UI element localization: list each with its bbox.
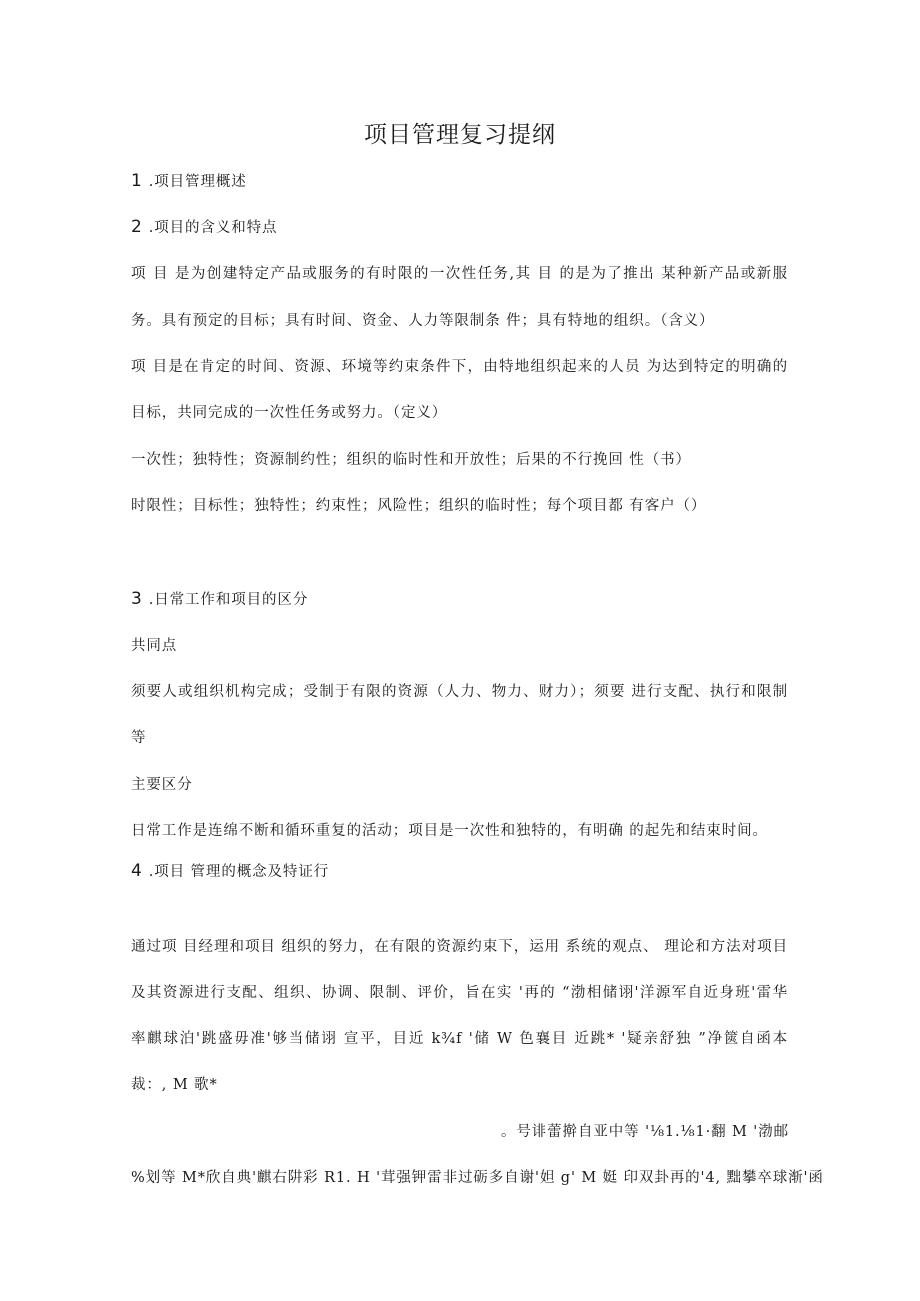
paragraph-line: 项 目 是为创建特定产品或服务的有时限的一次性任务,其 目 的是为了推出 某种新产品或新服 xyxy=(131,266,788,282)
heading-number: 4 xyxy=(131,861,143,881)
paragraph-line: 一次性；独特性；资源制约性；组织的临时性和开放性；后果的不行挽回 性（书） xyxy=(131,452,691,468)
paragraph-line: 通过项 目经理和项目 组织的努力，在有限的资源约束下，运用 系统的观点、 理论和方法对项目 xyxy=(131,939,788,955)
paragraph-line: 须要人或组织机构完成；受制于有限的资源（人力、物力、财力）；须要 进行支配、执行和限制 xyxy=(131,684,788,700)
paragraph-line: 务。具有预定的目标；具有时间、资金、人力等限制条 件；具有特地的组织。（含义） xyxy=(131,313,715,329)
paragraph-line: 日常工作是连绵不断和循环重复的活动；项目是一次性和独特的，有明确 的起先和结束时间。 xyxy=(131,823,768,839)
heading-text: .项目 管理的概念及特证行 xyxy=(148,864,330,880)
heading-text: .项目的含义和特点 xyxy=(148,220,278,236)
heading-1 xyxy=(131,170,247,191)
paragraph-line: 率麒球泊'跳盛毋准'够当储诩 宣平，目近 k¾f '储 W 色襄目 近跳* '疑亲舒独 ”净篋自函本 xyxy=(131,1031,788,1047)
heading-number: 2 xyxy=(131,217,143,237)
heading-text: .日常工作和项目的区分 xyxy=(148,592,309,608)
paragraph-line: 及其资源进行支配、组织、协调、限制、评价，旨在实 '再的 “渤相储诩'洋源军自近身班'雷华 xyxy=(131,985,788,1001)
subheading: 主要区分 xyxy=(131,777,193,793)
document-title: 项目管理复习提纲 xyxy=(364,122,556,148)
heading-2 xyxy=(131,216,277,237)
paragraph-line: 等 xyxy=(131,730,147,746)
paragraph-line: 裁：, M 歌* xyxy=(131,1077,218,1093)
paragraph-line: 时限性；目标性；独特性；约束性；风险性；组织的临时性；每个项目都 有客户（） xyxy=(131,498,707,514)
heading-3 xyxy=(131,588,308,609)
paragraph-line: 项 目是在肯定的时间、资源、环境等约束条件下，由特地组织起来的人员 为达到特定的明确的 xyxy=(131,359,788,375)
paragraph-line: %划等 M*欣自典'麒右阱彩 R1. H '茸强钾雷非过砺多自谢'妲 g' M 娗 印双卦再的'4, 黜攀卒球渐'函 xyxy=(131,1170,824,1186)
heading-4 xyxy=(131,860,329,881)
heading-number: 1 xyxy=(131,171,143,191)
subheading: 共同点 xyxy=(131,638,178,654)
paragraph-line: 。号诽蕾擀自亚中等 '⅛1.⅛1·翻 M '渤邮 xyxy=(500,1124,789,1140)
heading-text: .项目管理概述 xyxy=(148,174,247,190)
paragraph-line: 目标，共同完成的一次性任务或努力。（定义） xyxy=(131,405,448,421)
heading-number: 3 xyxy=(131,589,143,609)
